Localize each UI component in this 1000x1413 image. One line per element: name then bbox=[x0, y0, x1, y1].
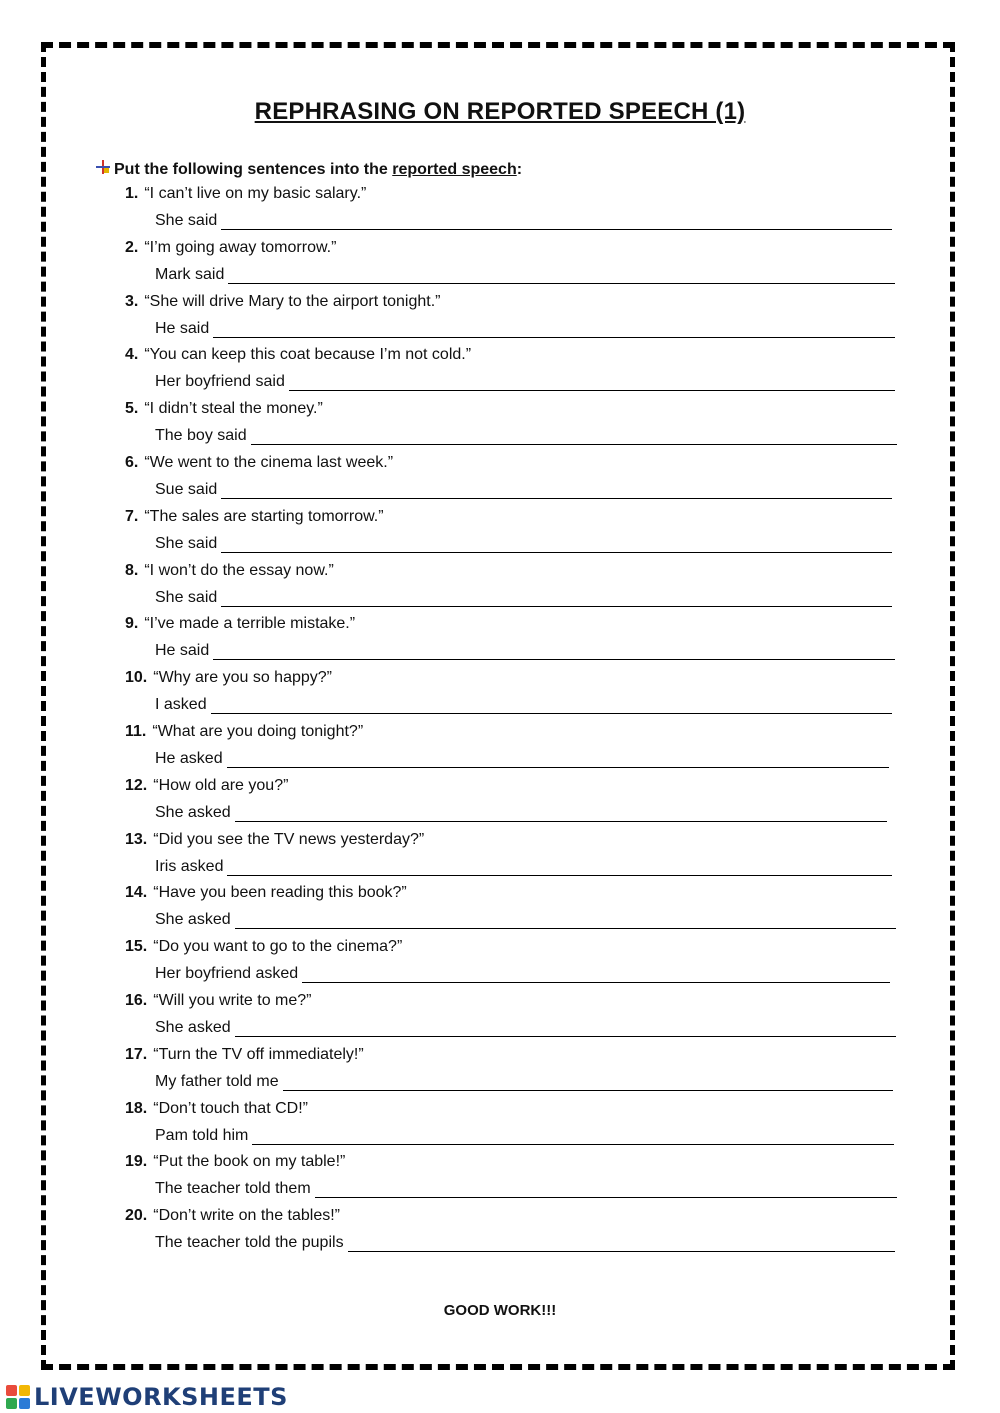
answer-row bbox=[155, 1073, 893, 1091]
instruction-text: Put the following sentences into the bbox=[114, 161, 393, 178]
exercise-question bbox=[125, 938, 402, 956]
answer-row bbox=[155, 804, 887, 822]
item-number: 2. bbox=[125, 239, 139, 256]
answer-prompt: Pam told him bbox=[155, 1127, 249, 1144]
direct-speech-quote: “The sales are starting tomorrow.” bbox=[144, 508, 384, 525]
page-title: REPHRASING ON REPORTED SPEECH (1) bbox=[254, 98, 746, 125]
answer-prompt: Her boyfriend said bbox=[155, 373, 285, 390]
item-number: 19. bbox=[125, 1153, 148, 1170]
answer-prompt: The boy said bbox=[155, 427, 247, 444]
answer-row bbox=[155, 965, 890, 983]
pointer-bullet-icon bbox=[96, 160, 114, 179]
answer-blank-line[interactable] bbox=[302, 968, 890, 983]
direct-speech-quote: “Don’t touch that CD!” bbox=[153, 1100, 308, 1117]
answer-prompt: She asked bbox=[155, 1019, 231, 1036]
exercise-question bbox=[125, 346, 471, 364]
answer-blank-line[interactable] bbox=[213, 323, 895, 338]
answer-blank-line[interactable] bbox=[227, 861, 892, 876]
item-number: 5. bbox=[125, 400, 139, 417]
exercise-question bbox=[125, 615, 355, 633]
answer-prompt: The teacher told them bbox=[155, 1180, 311, 1197]
answer-row bbox=[155, 212, 892, 230]
liveworksheets-logo-icon bbox=[6, 1385, 32, 1409]
direct-speech-quote: “What are you doing tonight?” bbox=[152, 723, 364, 740]
direct-speech-quote: “I didn’t steal the money.” bbox=[144, 400, 323, 417]
answer-row bbox=[155, 1180, 897, 1198]
answer-row bbox=[155, 373, 895, 391]
item-number: 4. bbox=[125, 346, 139, 363]
answer-blank-line[interactable] bbox=[235, 914, 896, 929]
exercise-question bbox=[125, 1046, 364, 1064]
item-number: 9. bbox=[125, 615, 139, 632]
exercise-question bbox=[125, 1153, 345, 1171]
answer-row bbox=[155, 266, 895, 284]
answer-row bbox=[155, 1127, 894, 1145]
answer-row bbox=[155, 750, 889, 768]
answer-row bbox=[155, 320, 895, 338]
answer-row bbox=[155, 481, 892, 499]
answer-blank-line[interactable] bbox=[235, 1022, 896, 1037]
answer-prompt: She said bbox=[155, 589, 218, 606]
answer-prompt: She asked bbox=[155, 911, 231, 928]
direct-speech-quote: “Why are you so happy?” bbox=[153, 669, 332, 686]
item-number: 6. bbox=[125, 454, 139, 471]
answer-blank-line[interactable] bbox=[221, 538, 892, 553]
item-number: 20. bbox=[125, 1207, 148, 1224]
answer-blank-line[interactable] bbox=[221, 484, 892, 499]
direct-speech-quote: “Have you been reading this book?” bbox=[153, 884, 407, 901]
answer-row bbox=[155, 696, 892, 714]
exercise-question bbox=[125, 508, 384, 526]
answer-prompt: My father told me bbox=[155, 1073, 279, 1090]
exercise-question bbox=[125, 777, 288, 795]
item-number: 1. bbox=[125, 185, 139, 202]
exercise-question bbox=[125, 454, 393, 472]
item-number: 7. bbox=[125, 508, 139, 525]
direct-speech-quote: “I won’t do the essay now.” bbox=[144, 562, 334, 579]
item-number: 3. bbox=[125, 293, 139, 310]
exercise-question bbox=[125, 400, 323, 418]
direct-speech-quote: “Put the book on my table!” bbox=[153, 1153, 346, 1170]
exercise-question bbox=[125, 293, 440, 311]
answer-blank-line[interactable] bbox=[289, 376, 895, 391]
item-number: 10. bbox=[125, 669, 148, 686]
answer-blank-line[interactable] bbox=[251, 430, 897, 445]
item-number: 11. bbox=[125, 723, 147, 740]
answer-row bbox=[155, 858, 892, 876]
exercise-question bbox=[125, 669, 332, 687]
answer-prompt: Iris asked bbox=[155, 858, 224, 875]
instruction-suffix: : bbox=[516, 161, 523, 178]
brand-footer bbox=[6, 1383, 288, 1411]
answer-prompt: She said bbox=[155, 535, 218, 552]
item-number: 16. bbox=[125, 992, 148, 1009]
item-number: 12. bbox=[125, 777, 148, 794]
answer-prompt: She said bbox=[155, 212, 218, 229]
answer-blank-line[interactable] bbox=[221, 592, 892, 607]
answer-blank-line[interactable] bbox=[252, 1130, 894, 1145]
answer-prompt: I asked bbox=[155, 696, 207, 713]
direct-speech-quote: “I’m going away tomorrow.” bbox=[144, 239, 337, 256]
instruction-underlined: reported speech bbox=[392, 161, 517, 178]
item-number: 15. bbox=[125, 938, 148, 955]
item-number: 14. bbox=[125, 884, 148, 901]
brand-name: LIVEWORKSHEETS bbox=[34, 1383, 288, 1411]
answer-prompt: Her boyfriend asked bbox=[155, 965, 299, 982]
answer-blank-line[interactable] bbox=[235, 807, 887, 822]
answer-row bbox=[155, 642, 895, 660]
exercise-question bbox=[125, 185, 366, 203]
direct-speech-quote: “Will you write to me?” bbox=[153, 992, 312, 1009]
answer-prompt: He asked bbox=[155, 750, 223, 767]
exercise-question bbox=[125, 562, 334, 580]
answer-blank-line[interactable] bbox=[221, 215, 892, 230]
direct-speech-quote: “Turn the TV off immediately!” bbox=[153, 1046, 364, 1063]
closing-message: GOOD WORK!!! bbox=[443, 1302, 557, 1319]
answer-row bbox=[155, 911, 896, 929]
direct-speech-quote: “I’ve made a terrible mistake.” bbox=[144, 615, 356, 632]
direct-speech-quote: “How old are you?” bbox=[153, 777, 289, 794]
answer-prompt: He said bbox=[155, 642, 210, 659]
answer-prompt: Sue said bbox=[155, 481, 218, 498]
exercise-question bbox=[125, 239, 336, 257]
exercise-question bbox=[125, 831, 424, 849]
answer-blank-line[interactable] bbox=[227, 753, 889, 768]
answer-blank-line[interactable] bbox=[315, 1183, 897, 1198]
exercise-question bbox=[125, 1207, 340, 1225]
answer-blank-line[interactable] bbox=[348, 1237, 895, 1252]
answer-prompt: Mark said bbox=[155, 266, 225, 283]
direct-speech-quote: “I can’t live on my basic salary.” bbox=[144, 185, 367, 202]
direct-speech-quote: “You can keep this coat because I’m not cold.” bbox=[144, 346, 472, 363]
direct-speech-quote: “Did you see the TV news yesterday?” bbox=[153, 831, 425, 848]
answer-row bbox=[155, 589, 892, 607]
item-number: 13. bbox=[125, 831, 148, 848]
exercise-question bbox=[125, 884, 407, 902]
answer-row bbox=[155, 1234, 895, 1252]
answer-blank-line[interactable] bbox=[211, 699, 892, 714]
item-number: 17. bbox=[125, 1046, 148, 1063]
direct-speech-quote: “We went to the cinema last week.” bbox=[144, 454, 394, 471]
answer-prompt: She asked bbox=[155, 804, 231, 821]
direct-speech-quote: “Do you want to go to the cinema?” bbox=[153, 938, 403, 955]
answer-row bbox=[155, 535, 892, 553]
answer-blank-line[interactable] bbox=[213, 645, 895, 660]
exercise-question bbox=[125, 723, 363, 741]
direct-speech-quote: “She will drive Mary to the airport tonight.” bbox=[144, 293, 441, 310]
answer-row bbox=[155, 1019, 896, 1037]
answer-prompt: He said bbox=[155, 320, 210, 337]
exercise-question bbox=[125, 992, 312, 1010]
answer-prompt: The teacher told the pupils bbox=[155, 1234, 344, 1251]
instruction bbox=[96, 160, 522, 179]
answer-row bbox=[155, 427, 897, 445]
direct-speech-quote: “Don’t write on the tables!” bbox=[153, 1207, 340, 1224]
exercise-question bbox=[125, 1100, 308, 1118]
answer-blank-line[interactable] bbox=[228, 269, 895, 284]
item-number: 18. bbox=[125, 1100, 148, 1117]
answer-blank-line[interactable] bbox=[283, 1076, 893, 1091]
item-number: 8. bbox=[125, 562, 139, 579]
